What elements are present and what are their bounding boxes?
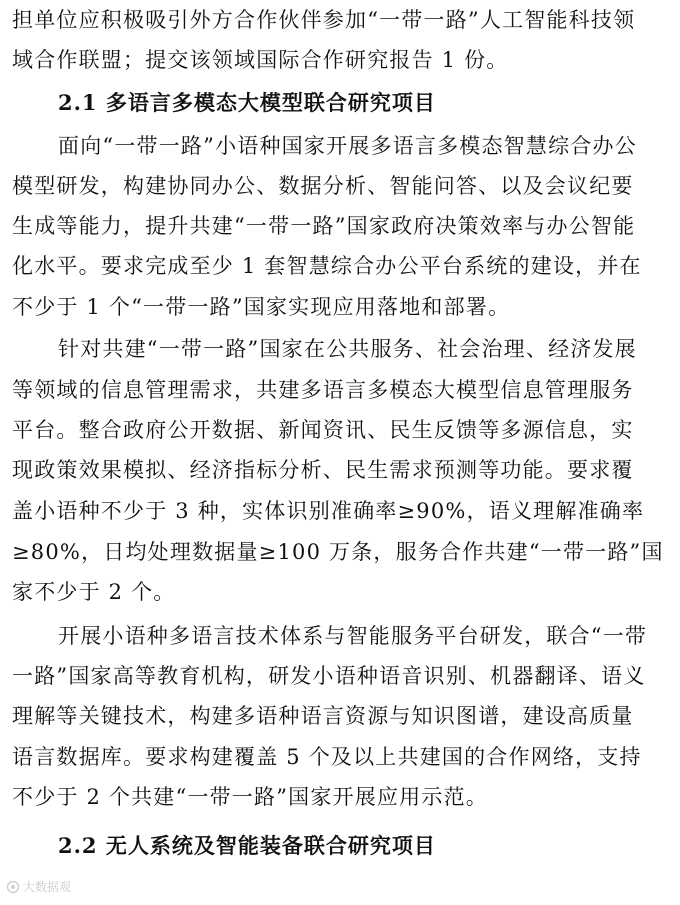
text-line: 语言数据库。要求构建覆盖 5 个及以上共建国的合作网络，支持	[12, 745, 642, 769]
watermark	[6, 878, 71, 895]
section-heading-2-2: 2.2 无人系统及智能装备联合研究项目	[58, 833, 436, 858]
text-line: 等领域的信息管理需求，共建多语言多模态大模型信息管理服务	[12, 378, 634, 402]
watermark-text: 大数据观	[23, 880, 72, 894]
text-line: 一路”国家高等教育机构，研发小语种语音识别、机器翻译、语义	[12, 664, 646, 688]
text-line: 开展小语种多语言技术体系与智能服务平台研发，联合“一带	[58, 624, 648, 648]
text-line: 理解等关键技术，构建多语种语言资源与知识图谱，建设高质量	[12, 704, 634, 728]
text-line: ≥80%，日均处理数据量≥100 万条，服务合作共建“一带一路”国	[12, 540, 664, 564]
text-line: 不少于 2 个共建“一带一路”国家开展应用示范。	[12, 785, 488, 809]
section-heading-2-1: 2.1 多语言多模态大模型联合研究项目	[58, 90, 436, 115]
text-line: 域合作联盟；提交该领域国际合作研究报告 1 份。	[12, 48, 509, 72]
text-line: 生成等能力，提升共建“一带一路”国家政府决策效率与办公智能	[12, 214, 636, 238]
text-line: 针对共建“一带一路”国家在公共服务、社会治理、经济发展	[58, 337, 637, 361]
text-line: 不少于 1 个“一带一路”国家实现应用落地和部署。	[12, 295, 511, 319]
text-line: 模型研发，构建协同办公、数据分析、智能问答、以及会议纪要	[12, 174, 634, 198]
text-line: 面向“一带一路”小语种国家开展多语言多模态智慧综合办公	[58, 134, 637, 158]
text-line: 化水平。要求完成至少 1 套智慧综合办公平台系统的建设，并在	[12, 254, 642, 278]
text-line: 盖小语种不少于 3 种，实体识别准确率≥90%，语义理解准确率	[12, 499, 645, 523]
text-line: 现政策效果模拟、经济指标分析、民生需求预测等功能。要求覆	[12, 458, 634, 482]
text-line: 家不少于 2 个。	[12, 580, 176, 604]
text-line: 担单位应积极吸引外方合作伙伴参加“一带一路”人工智能科技领	[12, 8, 636, 32]
text-line: 平台。整合政府公开数据、新闻资讯、民生反馈等多源信息，实	[12, 418, 634, 442]
watermark-logo-icon	[6, 880, 20, 894]
